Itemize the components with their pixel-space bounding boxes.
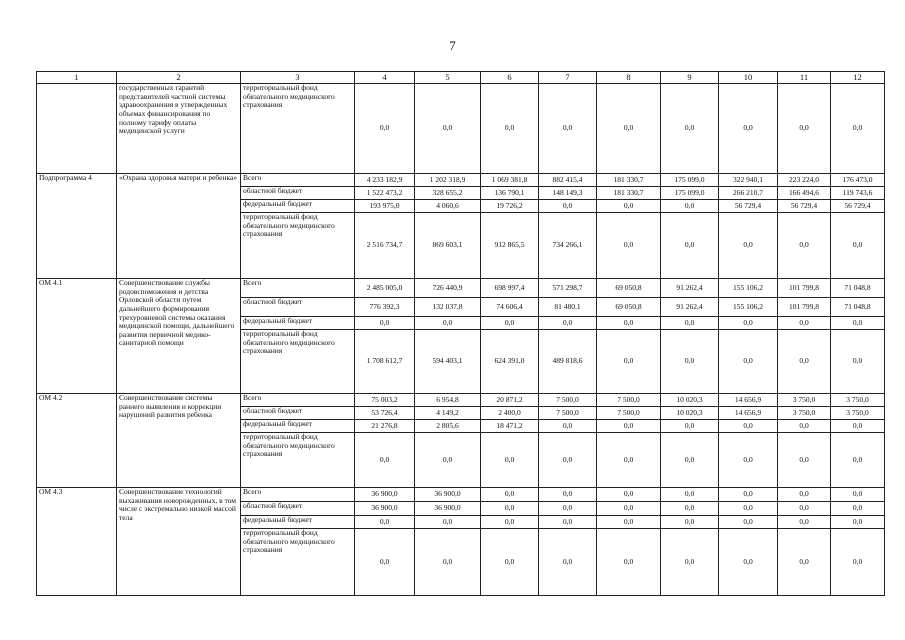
amount-cell: 489 818,6 (539, 330, 597, 394)
table-row (37, 279, 885, 298)
column-number-7: 7 (539, 72, 597, 84)
amount-cell: 71 048,8 (831, 298, 885, 317)
amount-cell: 0,0 (661, 317, 719, 330)
amount-cell: 0,0 (719, 213, 778, 279)
amount-cell: 2 805,6 (415, 420, 481, 433)
amount-cell: 3 750,0 (831, 407, 885, 420)
amount-cell: 912 865,5 (481, 213, 539, 279)
amount-cell: 181 330,7 (597, 187, 661, 200)
amount-cell: 0,0 (719, 330, 778, 394)
amount-cell: 0,0 (481, 84, 539, 174)
amount-cell: 101 799,8 (778, 279, 831, 298)
amount-cell: 69 050,8 (597, 279, 661, 298)
amount-cell: 0,0 (719, 84, 778, 174)
amount-cell: 176 473,0 (831, 174, 885, 187)
column-number-6: 6 (481, 72, 539, 84)
funding-source: территориальный фонд обязательного медицинского страхования (241, 529, 355, 596)
amount-cell: 36 900,0 (415, 488, 481, 502)
funding-source: Всего (241, 394, 355, 407)
column-number-11: 11 (778, 72, 831, 84)
amount-cell: 74 606,4 (481, 298, 539, 317)
amount-cell: 0,0 (539, 420, 597, 433)
table-row (37, 174, 885, 187)
amount-cell: 81 480,1 (539, 298, 597, 317)
amount-cell: 75 003,2 (355, 394, 415, 407)
amount-cell: 594 403,1 (415, 330, 481, 394)
program-name: государственных гарантий представителей частной системы здравоохранения в утвержденных объемах финансирования по полному тарифу оплаты медицинской услуги (117, 84, 241, 174)
amount-cell: 698 997,4 (481, 279, 539, 298)
amount-cell: 0,0 (778, 433, 831, 488)
amount-cell: 148 149,3 (539, 187, 597, 200)
column-number-5: 5 (415, 72, 481, 84)
funding-source: федеральный бюджет (241, 317, 355, 330)
amount-cell: 0,0 (415, 516, 481, 529)
amount-cell: 0,0 (719, 420, 778, 433)
amount-cell: 0,0 (831, 84, 885, 174)
amount-cell: 0,0 (597, 84, 661, 174)
amount-cell: 0,0 (778, 529, 831, 596)
amount-cell: 0,0 (597, 502, 661, 516)
column-number-9: 9 (661, 72, 719, 84)
funding-source: областной бюджет (241, 187, 355, 200)
amount-cell: 0,0 (661, 84, 719, 174)
table-row (37, 394, 885, 407)
amount-cell: 0,0 (831, 516, 885, 529)
amount-cell: 0,0 (415, 84, 481, 174)
amount-cell: 0,0 (597, 317, 661, 330)
amount-cell: 91 262,4 (661, 279, 719, 298)
amount-cell: 53 726,4 (355, 407, 415, 420)
amount-cell: 734 266,1 (539, 213, 597, 279)
amount-cell: 0,0 (661, 213, 719, 279)
amount-cell: 175 099,0 (661, 187, 719, 200)
amount-cell: 0,0 (597, 516, 661, 529)
amount-cell: 0,0 (597, 433, 661, 488)
amount-cell: 0,0 (778, 502, 831, 516)
amount-cell: 0,0 (481, 433, 539, 488)
amount-cell: 0,0 (661, 488, 719, 502)
amount-cell: 1 202 318,9 (415, 174, 481, 187)
funding-source: федеральный бюджет (241, 200, 355, 213)
amount-cell: 56 729,4 (778, 200, 831, 213)
amount-cell: 0,0 (831, 330, 885, 394)
amount-cell: 322 940,1 (719, 174, 778, 187)
amount-cell: 0,0 (597, 330, 661, 394)
amount-cell: 0,0 (831, 317, 885, 330)
amount-cell: 7 500,0 (597, 394, 661, 407)
amount-cell: 0,0 (778, 317, 831, 330)
funding-source: территориальный фонд обязательного медицинского страхования (241, 84, 355, 174)
amount-cell: 3 750,0 (831, 394, 885, 407)
amount-cell: 0,0 (778, 84, 831, 174)
amount-cell: 0,0 (831, 213, 885, 279)
program-code: ОМ 4.1 (37, 279, 117, 394)
amount-cell: 3 750,0 (778, 394, 831, 407)
amount-cell: 0,0 (778, 488, 831, 502)
amount-cell: 0,0 (831, 488, 885, 502)
column-number-3: 3 (241, 72, 355, 84)
page-number: 7 (449, 38, 456, 53)
amount-cell: 14 656,9 (719, 407, 778, 420)
column-number-10: 10 (719, 72, 778, 84)
amount-cell: 0,0 (597, 213, 661, 279)
column-number-2: 2 (117, 72, 241, 84)
amount-cell: 0,0 (415, 317, 481, 330)
funding-source: территориальный фонд обязательного медицинского страхования (241, 330, 355, 394)
amount-cell: 223 224,0 (778, 174, 831, 187)
amount-cell: 36 900,0 (415, 502, 481, 516)
amount-cell: 0,0 (597, 200, 661, 213)
amount-cell: 1 069 381,8 (481, 174, 539, 187)
amount-cell: 14 656,9 (719, 394, 778, 407)
amount-cell: 0,0 (831, 529, 885, 596)
amount-cell: 0,0 (539, 317, 597, 330)
amount-cell: 0,0 (778, 330, 831, 394)
amount-cell: 0,0 (661, 330, 719, 394)
amount-cell: 0,0 (355, 516, 415, 529)
amount-cell: 266 210,7 (719, 187, 778, 200)
amount-cell: 0,0 (831, 433, 885, 488)
amount-cell: 7 500,0 (597, 407, 661, 420)
amount-cell: 624 391,0 (481, 330, 539, 394)
amount-cell: 4 060,6 (415, 200, 481, 213)
amount-cell: 0,0 (778, 213, 831, 279)
funding-source: Всего (241, 488, 355, 502)
funding-source: Всего (241, 279, 355, 298)
amount-cell: 0,0 (481, 317, 539, 330)
amount-cell: 18 471,2 (481, 420, 539, 433)
funding-source: федеральный бюджет (241, 420, 355, 433)
amount-cell: 0,0 (661, 420, 719, 433)
amount-cell: 56 729,4 (831, 200, 885, 213)
funding-source: федеральный бюджет (241, 516, 355, 529)
amount-cell: 0,0 (661, 200, 719, 213)
amount-cell: 101 799,8 (778, 298, 831, 317)
amount-cell: 0,0 (355, 529, 415, 596)
amount-cell: 0,0 (539, 529, 597, 596)
amount-cell: 0,0 (719, 488, 778, 502)
amount-cell: 71 048,8 (831, 279, 885, 298)
program-code: ОМ 4.2 (37, 394, 117, 488)
column-number-12: 12 (831, 72, 885, 84)
program-name: Совершенствование службы родовспоможения и детства Орловской области путем дальнейшего формирования трехуровневой системы оказания медицинской помощи, дальнейшего развития первичной медико-санитарной помощи (117, 279, 241, 394)
program-code: ОМ 4.3 (37, 488, 117, 596)
amount-cell: 36 900,0 (355, 488, 415, 502)
amount-cell: 19 726,2 (481, 200, 539, 213)
amount-cell: 1 522 473,2 (355, 187, 415, 200)
amount-cell: 119 743,6 (831, 187, 885, 200)
program-code: Подпрограмма 4 (37, 174, 117, 279)
budget-table (36, 71, 885, 596)
amount-cell: 0,0 (831, 502, 885, 516)
amount-cell: 0,0 (597, 488, 661, 502)
amount-cell: 10 020,3 (661, 407, 719, 420)
program-name: Совершенствование технологий выхаживания новорожденных, в том числе с экстремально низкой массой тела (117, 488, 241, 596)
amount-cell: 0,0 (719, 317, 778, 330)
amount-cell: 155 106,2 (719, 279, 778, 298)
column-number-1: 1 (37, 72, 117, 84)
amount-cell: 0,0 (661, 516, 719, 529)
amount-cell: 0,0 (597, 529, 661, 596)
amount-cell: 2 400,0 (481, 407, 539, 420)
amount-cell: 726 440,9 (415, 279, 481, 298)
funding-source: областной бюджет (241, 298, 355, 317)
funding-source: областной бюджет (241, 502, 355, 516)
amount-cell: 0,0 (481, 529, 539, 596)
amount-cell: 2 485 005,0 (355, 279, 415, 298)
amount-cell: 0,0 (719, 502, 778, 516)
amount-cell: 0,0 (719, 433, 778, 488)
amount-cell: 0,0 (661, 433, 719, 488)
amount-cell: 0,0 (539, 502, 597, 516)
funding-source: Всего (241, 174, 355, 187)
funding-source: территориальный фонд обязательного медицинского страхования (241, 213, 355, 279)
program-name: Совершенствование системы раннего выявления и коррекции нарушений развития ребенка (117, 394, 241, 488)
amount-cell: 0,0 (539, 488, 597, 502)
amount-cell: 0,0 (355, 317, 415, 330)
amount-cell: 56 729,4 (719, 200, 778, 213)
amount-cell: 7 500,0 (539, 407, 597, 420)
amount-cell: 166 494,6 (778, 187, 831, 200)
amount-cell: 882 415,4 (539, 174, 597, 187)
program-code (37, 84, 117, 174)
amount-cell: 2 516 734,7 (355, 213, 415, 279)
amount-cell: 0,0 (719, 516, 778, 529)
amount-cell: 0,0 (355, 84, 415, 174)
amount-cell: 193 975,0 (355, 200, 415, 213)
amount-cell: 3 750,0 (778, 407, 831, 420)
amount-cell: 21 276,8 (355, 420, 415, 433)
funding-source: территориальный фонд обязательного медицинского страхования (241, 433, 355, 488)
amount-cell: 4 233 182,9 (355, 174, 415, 187)
table-row (37, 84, 885, 174)
amount-cell: 20 871,2 (481, 394, 539, 407)
amount-cell: 0,0 (539, 516, 597, 529)
amount-cell: 0,0 (778, 516, 831, 529)
funding-source: областной бюджет (241, 407, 355, 420)
amount-cell: 136 790,1 (481, 187, 539, 200)
header-row (37, 72, 885, 84)
amount-cell: 776 392,3 (355, 298, 415, 317)
amount-cell: 91 262,4 (661, 298, 719, 317)
amount-cell: 0,0 (597, 420, 661, 433)
amount-cell: 0,0 (481, 488, 539, 502)
amount-cell: 132 037,8 (415, 298, 481, 317)
amount-cell: 1 708 612,7 (355, 330, 415, 394)
amount-cell: 0,0 (778, 420, 831, 433)
amount-cell: 0,0 (415, 529, 481, 596)
program-name: «Охрана здоровья матери и ребенка» (117, 174, 241, 279)
amount-cell: 571 298,7 (539, 279, 597, 298)
table-row (37, 488, 885, 502)
amount-cell: 155 106,2 (719, 298, 778, 317)
column-number-8: 8 (597, 72, 661, 84)
amount-cell: 0,0 (355, 433, 415, 488)
amount-cell: 4 149,2 (415, 407, 481, 420)
amount-cell: 10 020,3 (661, 394, 719, 407)
amount-cell: 0,0 (415, 433, 481, 488)
amount-cell: 328 655,2 (415, 187, 481, 200)
amount-cell: 69 050,8 (597, 298, 661, 317)
amount-cell: 0,0 (661, 529, 719, 596)
amount-cell: 0,0 (539, 84, 597, 174)
amount-cell: 0,0 (539, 200, 597, 213)
amount-cell: 181 330,7 (597, 174, 661, 187)
amount-cell: 0,0 (481, 516, 539, 529)
amount-cell: 0,0 (831, 420, 885, 433)
amount-cell: 0,0 (661, 502, 719, 516)
amount-cell: 6 954,8 (415, 394, 481, 407)
amount-cell: 0,0 (719, 529, 778, 596)
amount-cell: 36 900,0 (355, 502, 415, 516)
amount-cell: 0,0 (539, 433, 597, 488)
column-number-4: 4 (355, 72, 415, 84)
amount-cell: 0,0 (481, 502, 539, 516)
amount-cell: 7 500,0 (539, 394, 597, 407)
amount-cell: 869 603,1 (415, 213, 481, 279)
amount-cell: 175 099,0 (661, 174, 719, 187)
